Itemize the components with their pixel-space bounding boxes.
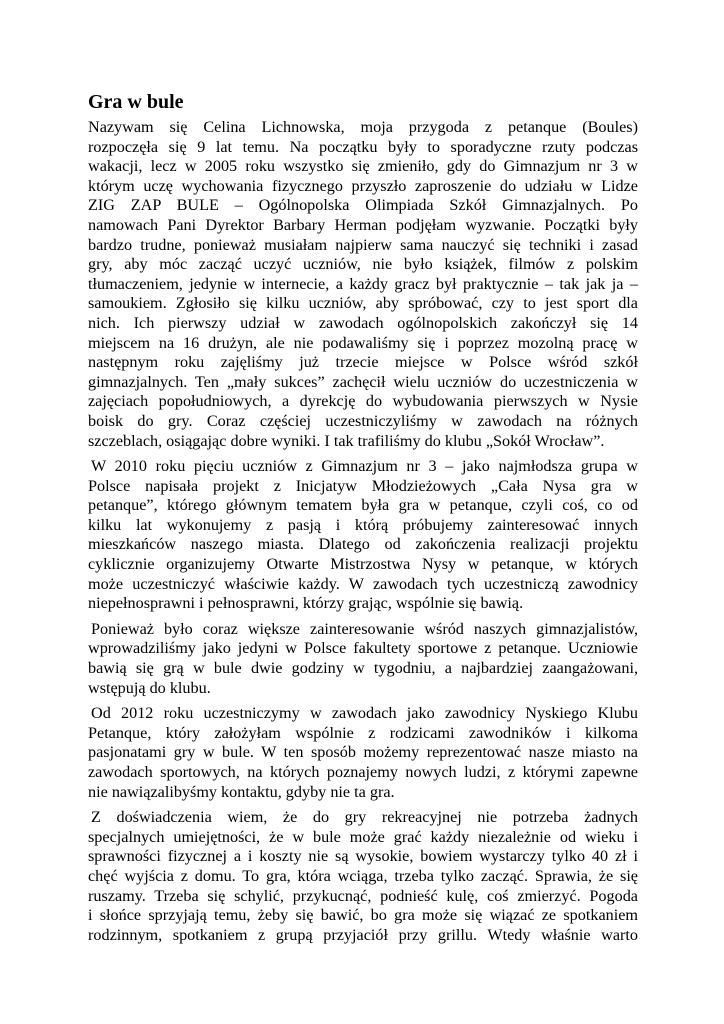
text-line: bardzo trudne, ponieważ musiałam najpierw sama nauczyć się techniki i zasad xyxy=(88,235,638,254)
text-line: ruszamy. Trzeba się schylić, przykucnąć, podnieść kulę, coś zmierzyć. Pogoda xyxy=(88,886,638,905)
text-line: petanque”, którego głównym tematem była gra w petanque, czyli coś, co od xyxy=(88,496,638,515)
text-line: ZIG ZAP BULE – Ogólnopolska Olimpiada Szkół Gimnazjalnych. Po xyxy=(88,196,638,215)
paragraph xyxy=(88,808,638,945)
text-line: wstępują do klubu. xyxy=(88,678,211,697)
text-line: gimnazjalnych. Ten „mały sukces” zachęcił wielu uczniów do uczestniczenia w xyxy=(88,372,638,391)
text-line: W 2010 roku pięciu uczniów z Gimnazjum nr 3 – jako najmłodsza grupa w xyxy=(91,457,638,476)
paragraph xyxy=(88,457,638,614)
document-body xyxy=(88,118,638,945)
text-line: gry, aby móc zacząć uczyć uczniów, nie było książek, filmów z polskim xyxy=(88,255,638,274)
paragraph xyxy=(88,118,638,451)
text-line: Od 2012 roku uczestniczymy w zawodach jako zawodnicy Nyskiego Klubu xyxy=(91,704,638,723)
text-line: może uczestniczyć właściwie każdy. W zawodach tych uczestniczą zawodnicy xyxy=(88,574,638,593)
text-line: nich. Ich pierwszy udział w zawodach ogólnopolskich zakończył się 14 xyxy=(88,313,638,332)
text-line: wprowadziliśmy jako jedyni w Polsce fakultety sportowe z petanque. Uczniowie xyxy=(88,639,638,658)
text-line: Polsce napisała projekt z Inicjatyw Młodzieżowych „Cała Nysa gra w xyxy=(88,476,638,495)
text-line: zawodach sportowych, na których poznajemy nowych ludzi, z którymi zapewne xyxy=(88,763,638,781)
paragraph xyxy=(88,620,638,698)
text-line: sprawności fizycznej a i koszty nie są wysokie, bowiem wystarczy tylko 40 zł i xyxy=(88,847,638,866)
text-line: cyklicznie organizujemy Otwarte Mistrzostwa Nysy w petanque, w których xyxy=(88,555,638,574)
text-line: i słońce sprzyjają temu, żeby się bawić, bo gra może się wiązać ze spotkaniem xyxy=(88,906,638,925)
text-line: pasjonatami gry w bule. W ten sposób możemy reprezentować nasze miasto na xyxy=(88,743,638,762)
document-page xyxy=(88,90,638,951)
text-line: rodzinnym, spotkaniem z grupą przyjaciół przy grillu. Wtedy właśnie warto xyxy=(88,925,638,944)
text-line: kilku lat wykonujemy z pasją i którą próbujemy zainteresować innych xyxy=(88,515,638,534)
text-line: boisk do gry. Coraz częściej uczestniczyliśmy w zawodach na różnych xyxy=(88,411,638,430)
text-line: mieszkańców naszego miasta. Dlatego od zakończenia realizacji projektu xyxy=(88,535,638,554)
text-line: Ponieważ było coraz większe zainteresowanie wśród naszych gimnazjalistów, xyxy=(91,619,638,638)
text-line: szczeblach, osiągając dobre wyniki. I tak trafiliśmy do klubu „Sokół Wrocław”. xyxy=(88,431,605,450)
text-line: niepełnosprawni i pełnosprawni, którzy grając, wspólnie się bawią. xyxy=(88,594,524,613)
text-line: chęć wyjścia z domu. To gra, która wciąga, trzeba tylko zacząć. Sprawia, że się xyxy=(88,866,638,885)
text-line: specjalnych umiejętności, że w bule może grać każdy niezależnie od wieku i xyxy=(88,827,638,846)
text-line: Nazywam się Celina Lichnowska, moja przygoda z petanque (Boules) xyxy=(88,118,638,136)
text-line: Z doświadczenia wiem, że do gry rekreacyjnej nie potrzeba żadnych xyxy=(91,808,638,827)
text-line: bawią się grą w bule dwie godziny w tygodniu, a najbardziej zaangażowani, xyxy=(88,659,638,678)
text-line: nie nawiązalibyśmy kontaktu, gdyby nie ta gra. xyxy=(88,782,395,801)
text-line: namowach Pani Dyrektor Barbary Herman podjęłam wyzwanie. Początki były xyxy=(88,215,638,234)
text-line: Petanque, który założyłam wspólnie z rodzicami zawodników i kilkoma xyxy=(88,723,638,742)
document-title: Gra w bule xyxy=(88,91,184,113)
text-line: następnym roku zajęliśmy już trzecie miejsce w Polsce wśród szkół xyxy=(88,353,638,372)
paragraph xyxy=(88,704,638,802)
text-line: samoukiem. Zgłosiło się kilku uczniów, aby spróbować, czy to jest sport dla xyxy=(88,294,638,313)
text-line: wakacji, lecz w 2005 roku wszystko się zmieniło, gdy do Gimnazjum nr 3 w xyxy=(88,157,638,176)
text-line: zajęciach popołudniowych, a dyrekcję do wybudowania pierwszych w Nysie xyxy=(88,392,638,411)
text-line: tłumaczeniem, jedynie w internecie, a każdy gracz był praktycznie – tak jak ja – xyxy=(88,274,638,293)
text-line: którym uczę wychowania fizycznego przyszło zaproszenie do udziału w Lidze xyxy=(88,176,638,195)
text-line: rozpoczęła się 9 lat temu. Na początku były to sporadyczne rzuty podczas xyxy=(88,137,638,156)
text-line: miejscem na 16 drużyn, ale nie podawaliśmy się i poprzez mozolną pracę w xyxy=(88,333,638,352)
